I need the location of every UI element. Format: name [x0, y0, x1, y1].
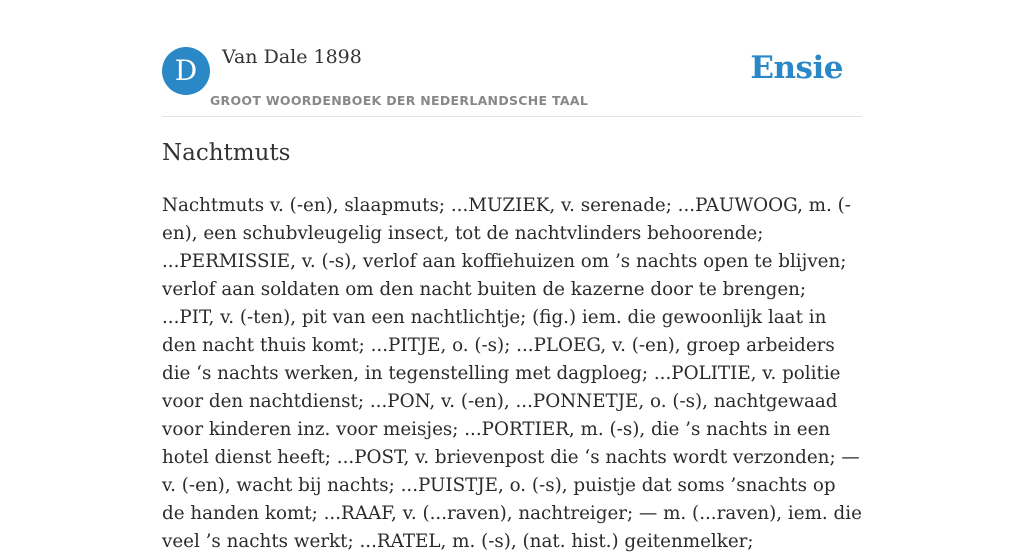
header	[162, 0, 862, 117]
dictionary-subtitle: GROOT WOORDENBOEK DER NEDERLANDSCHE TAAL	[210, 93, 589, 108]
page	[162, 0, 862, 552]
brand-logo-link[interactable]: Ensie	[750, 50, 843, 86]
dictionary-name[interactable]: Van Dale 1898	[222, 46, 362, 68]
entry-title: Nachtmuts	[162, 140, 291, 166]
entry-body: Nachtmuts v. (-en), slaapmuts; ...MUZIEK, v. serenade; ...PAUWOOG, m. (-en), een schubvleugelig insect, tot de nachtvlinders behoorende; ...PERMISSIE, v. (-s), verlof aan koffiehuizen om ’s nachts open te blijven; verlof aan soldaten om den nacht buiten de kazerne door te brengen; ...PIT, v. (-ten), pit van een nachtlichtje; (fig.) iem. die gewoonlijk laat in den nacht thuis komt; ...PITJE, o. (-s); ...PLOEG, v. (-en), groep arbeiders die ‘s nachts werken, in tegenstelling met dagploeg; ...POLITIE, v. politie voor den nachtdienst; ...PON, v. (-en), ...PONNETJE, o. (-s), nachtgewaad voor kinderen inz. voor meisjes; ...PORTIER, m. (-s), die ’s nachts in een hotel dienst heeft; ...POST, v. brievenpost die ‘s nachts wordt verzonden; — v. (-en), wacht bij nachts; ...PUISTJE, o. (-s), puistje dat soms ’snachts op de handen komt; ...RAAF, v. (...raven), nachtreiger; — m. (...raven), iem. die veel ’s nachts werkt; ...RATEL, m. (-s), (nat. hist.) geitenmelker;	[162, 195, 862, 552]
dictionary-logo[interactable]: D	[162, 47, 210, 95]
